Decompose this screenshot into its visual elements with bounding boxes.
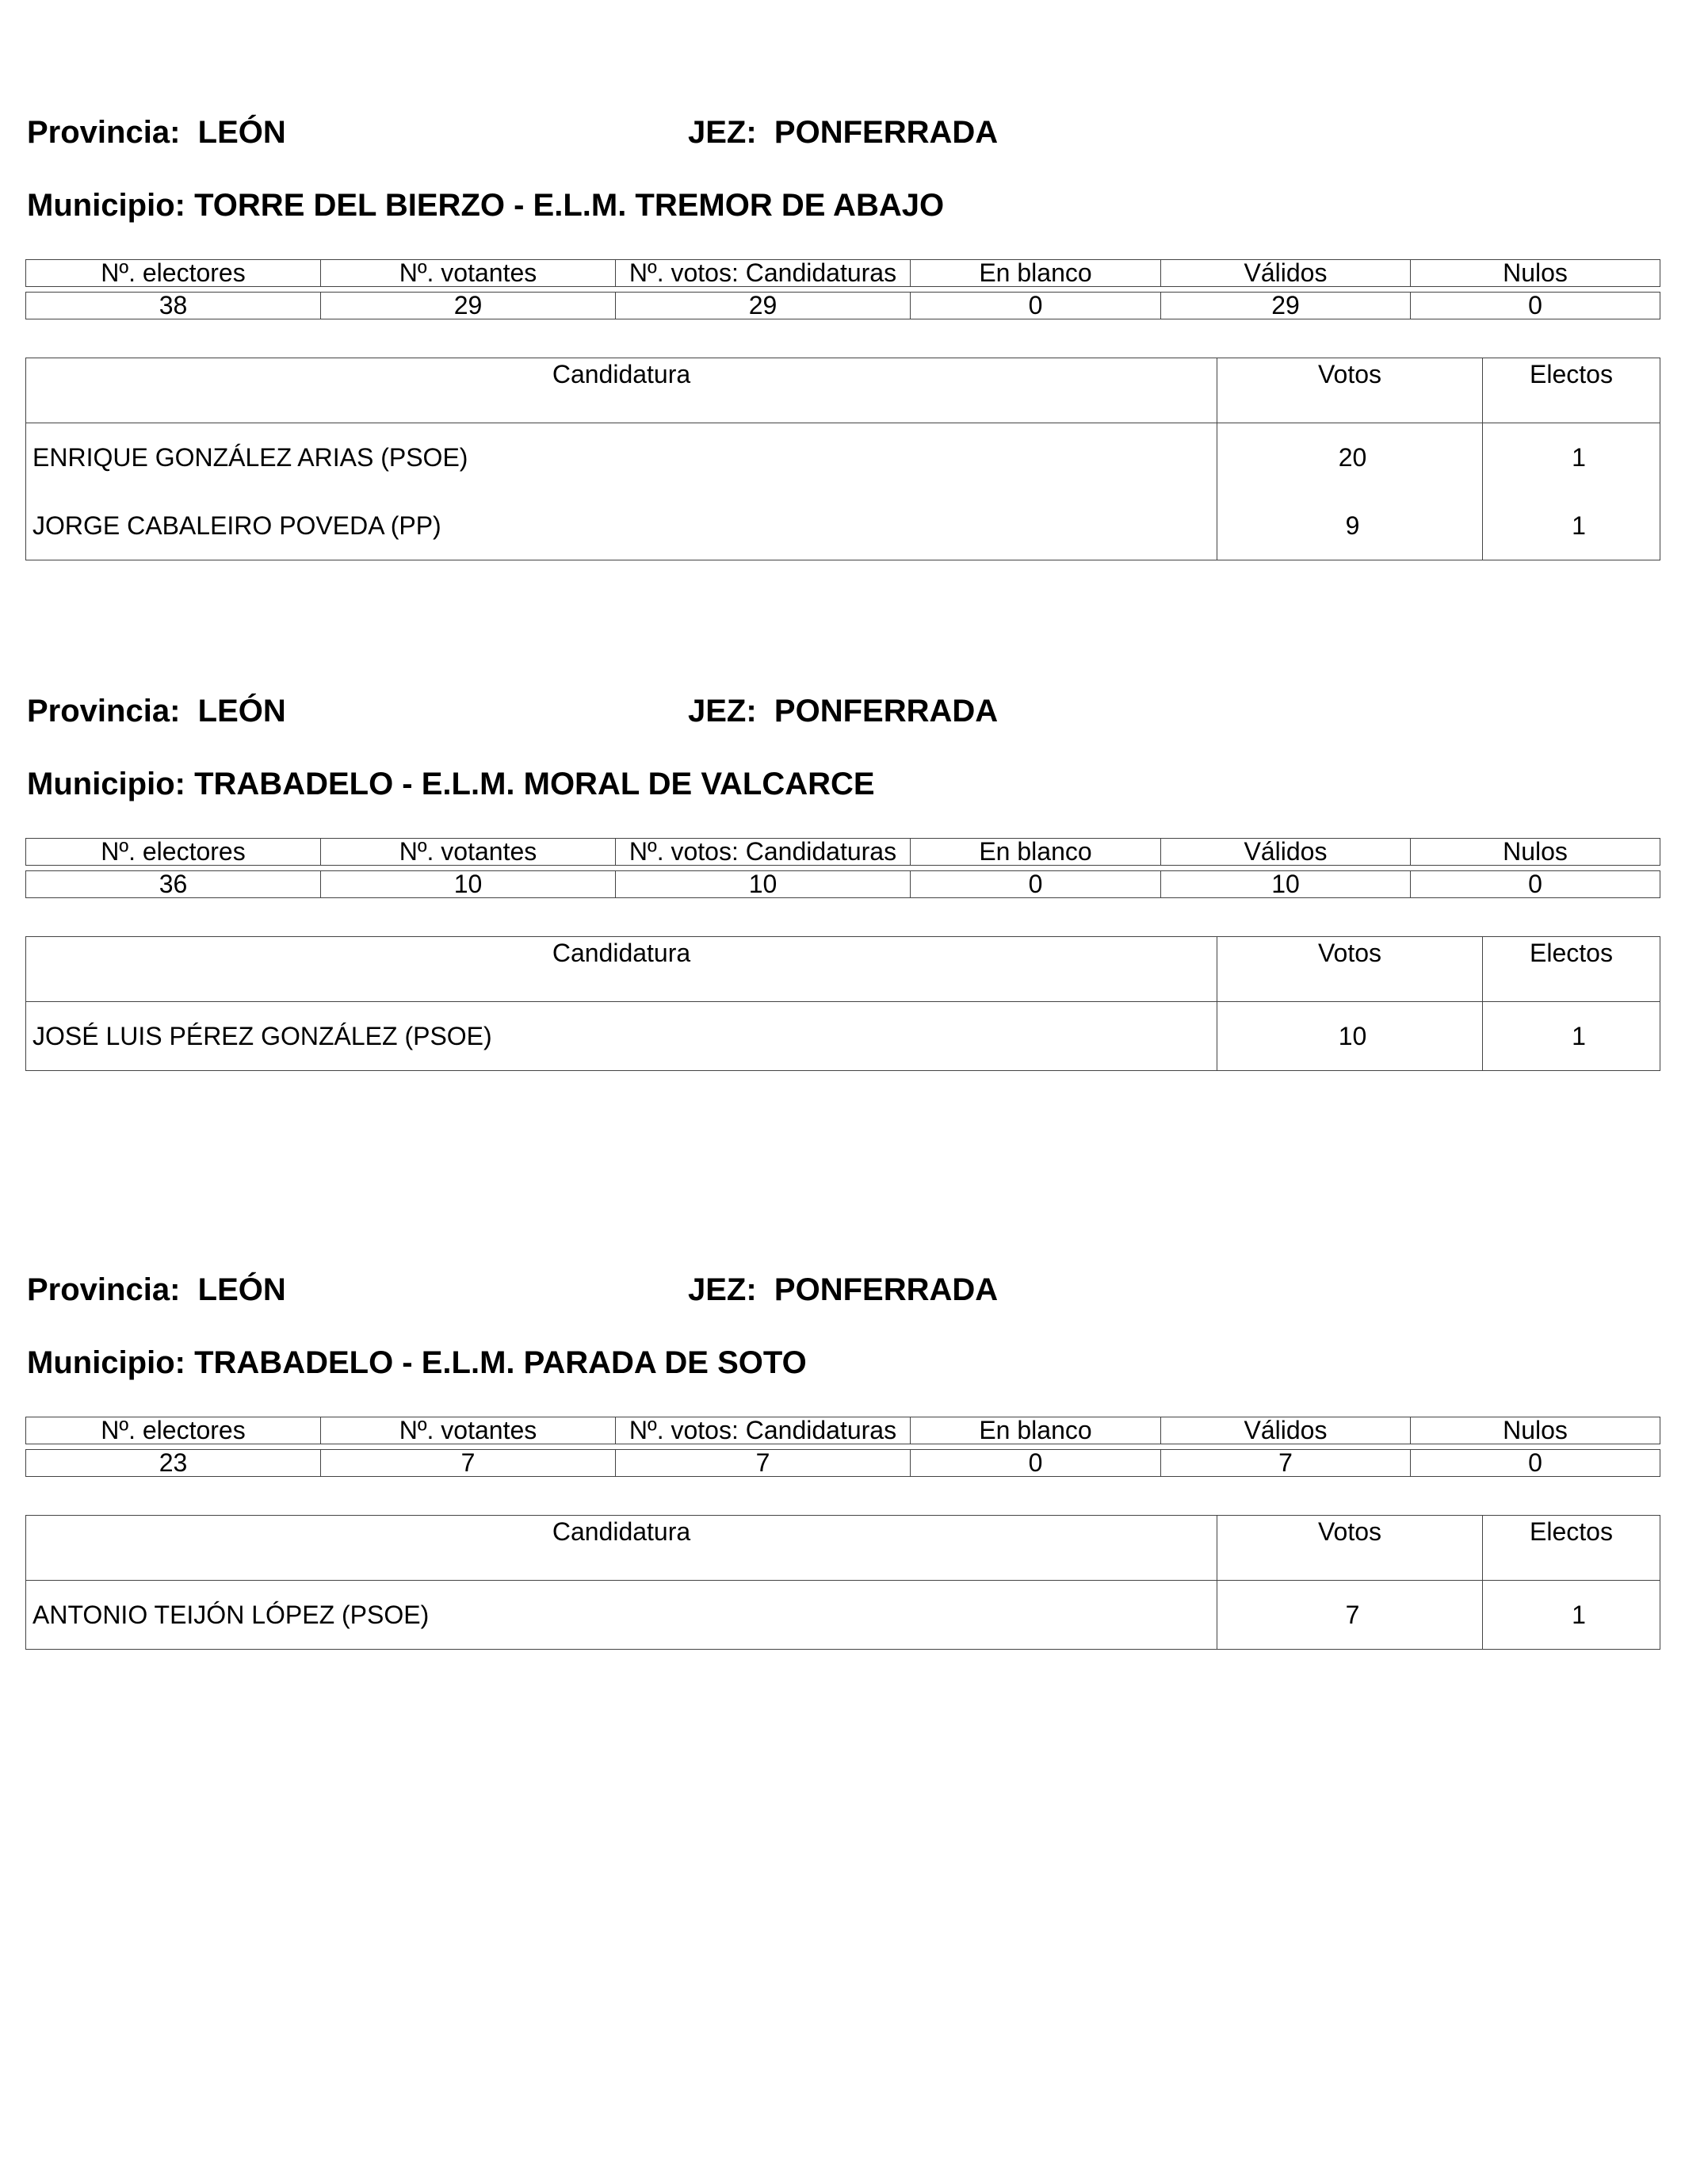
candidate-votos: 20 [1217,423,1483,492]
value-electores: 36 [26,871,321,898]
header-votos: Votos [1217,1516,1483,1581]
value-en-blanco: 0 [911,293,1161,319]
municipio-heading: Municipio: TRABADELO - E.L.M. PARADA DE SOTO [27,1345,807,1380]
value-nulos: 0 [1411,293,1660,319]
summary-table [25,1417,1660,1477]
header-electos: Electos [1483,1516,1660,1581]
value-electores: 38 [26,293,321,319]
jez-field: JEZ: PONFERRADA [688,1272,999,1307]
candidate-electos: 1 [1483,491,1660,560]
header-validos: Válidos [1161,839,1411,866]
header-validos: Válidos [1161,260,1411,287]
value-votos-candidaturas: 29 [616,293,911,319]
value-en-blanco: 0 [911,1450,1161,1477]
summary-value-row [26,871,1660,898]
value-nulos: 0 [1411,871,1660,898]
header-electores: Nº. electores [26,839,321,866]
value-electores: 23 [26,1450,321,1477]
header-nulos: Nulos [1411,839,1660,866]
header-votos-candidaturas: Nº. votos: Candidaturas [616,1417,911,1444]
header-votos-candidaturas: Nº. votos: Candidaturas [616,839,911,866]
provincia-value: LEÓN [197,1272,286,1307]
header-candidatura: Candidatura [26,937,1217,1002]
summary-value-row [26,293,1660,319]
header-nulos: Nulos [1411,260,1660,287]
section-header [25,1272,1660,1320]
candidate-name: ENRIQUE GONZÁLEZ ARIAS (PSOE) [26,423,1217,492]
section-header [25,694,1660,741]
header-votantes: Nº. votantes [321,260,616,287]
jez-value: PONFERRADA [774,694,999,729]
summary-header-row [26,260,1660,287]
header-votantes: Nº. votantes [321,839,616,866]
header-en-blanco: En blanco [911,839,1161,866]
provincia-field: Provincia: LEÓN [27,694,286,729]
candidate-row [26,491,1660,560]
candidate-name: JORGE CABALEIRO POVEDA (PP) [26,491,1217,560]
municipio-heading: Municipio: TRABADELO - E.L.M. MORAL DE VALCARCE [27,767,875,801]
municipality-section [25,115,1660,560]
header-votantes: Nº. votantes [321,1417,616,1444]
jez-value: PONFERRADA [774,115,999,150]
value-votos-candidaturas: 10 [616,871,911,898]
candidates-table [25,1515,1660,1650]
candidates-header-row [26,1516,1660,1581]
value-votantes: 7 [321,1450,616,1477]
value-votantes: 29 [321,293,616,319]
municipio-value: TRABADELO - E.L.M. MORAL DE VALCARCE [194,767,875,801]
candidates-table [25,358,1660,560]
municipio-heading: Municipio: TORRE DEL BIERZO - E.L.M. TREMOR DE ABAJO [27,188,945,223]
header-nulos: Nulos [1411,1417,1660,1444]
header-validos: Válidos [1161,1417,1411,1444]
summary-table [25,838,1660,898]
value-validos: 7 [1161,1450,1411,1477]
value-votos-candidaturas: 7 [616,1450,911,1477]
header-electos: Electos [1483,358,1660,423]
header-votos: Votos [1217,937,1483,1002]
provincia-field: Provincia: LEÓN [27,115,286,150]
value-validos: 10 [1161,871,1411,898]
header-votos-candidaturas: Nº. votos: Candidaturas [616,260,911,287]
value-validos: 29 [1161,293,1411,319]
candidate-row [26,423,1660,492]
header-electores: Nº. electores [26,260,321,287]
summary-header-row [26,839,1660,866]
jez-field: JEZ: PONFERRADA [688,694,999,729]
summary-header-row [26,1417,1660,1444]
header-en-blanco: En blanco [911,260,1161,287]
provincia-field: Provincia: LEÓN [27,1272,286,1307]
candidate-electos: 1 [1483,423,1660,492]
candidate-row [26,1002,1660,1071]
provincia-value: LEÓN [197,694,286,729]
candidate-name: JOSÉ LUIS PÉREZ GONZÁLEZ (PSOE) [26,1002,1217,1071]
header-electos: Electos [1483,937,1660,1002]
candidates-table [25,936,1660,1071]
candidates-header-row [26,937,1660,1002]
candidate-votos: 7 [1217,1581,1483,1650]
header-candidatura: Candidatura [26,1516,1217,1581]
candidate-electos: 1 [1483,1581,1660,1650]
jez-field: JEZ: PONFERRADA [688,115,999,150]
summary-table [25,259,1660,319]
candidate-votos: 9 [1217,491,1483,560]
header-candidatura: Candidatura [26,358,1217,423]
municipio-value: TORRE DEL BIERZO - E.L.M. TREMOR DE ABAJO [194,188,945,223]
value-votantes: 10 [321,871,616,898]
provincia-value: LEÓN [197,115,286,150]
candidate-electos: 1 [1483,1002,1660,1071]
jez-value: PONFERRADA [774,1272,999,1307]
value-en-blanco: 0 [911,871,1161,898]
candidate-name: ANTONIO TEIJÓN LÓPEZ (PSOE) [26,1581,1217,1650]
municipality-section [25,1272,1660,1650]
header-electores: Nº. electores [26,1417,321,1444]
candidates-header-row [26,358,1660,423]
header-votos: Votos [1217,358,1483,423]
summary-value-row [26,1450,1660,1477]
section-header [25,115,1660,163]
candidate-votos: 10 [1217,1002,1483,1071]
candidate-row [26,1581,1660,1650]
municipio-value: TRABADELO - E.L.M. PARADA DE SOTO [194,1345,807,1380]
municipality-section [25,694,1660,1071]
value-nulos: 0 [1411,1450,1660,1477]
header-en-blanco: En blanco [911,1417,1161,1444]
